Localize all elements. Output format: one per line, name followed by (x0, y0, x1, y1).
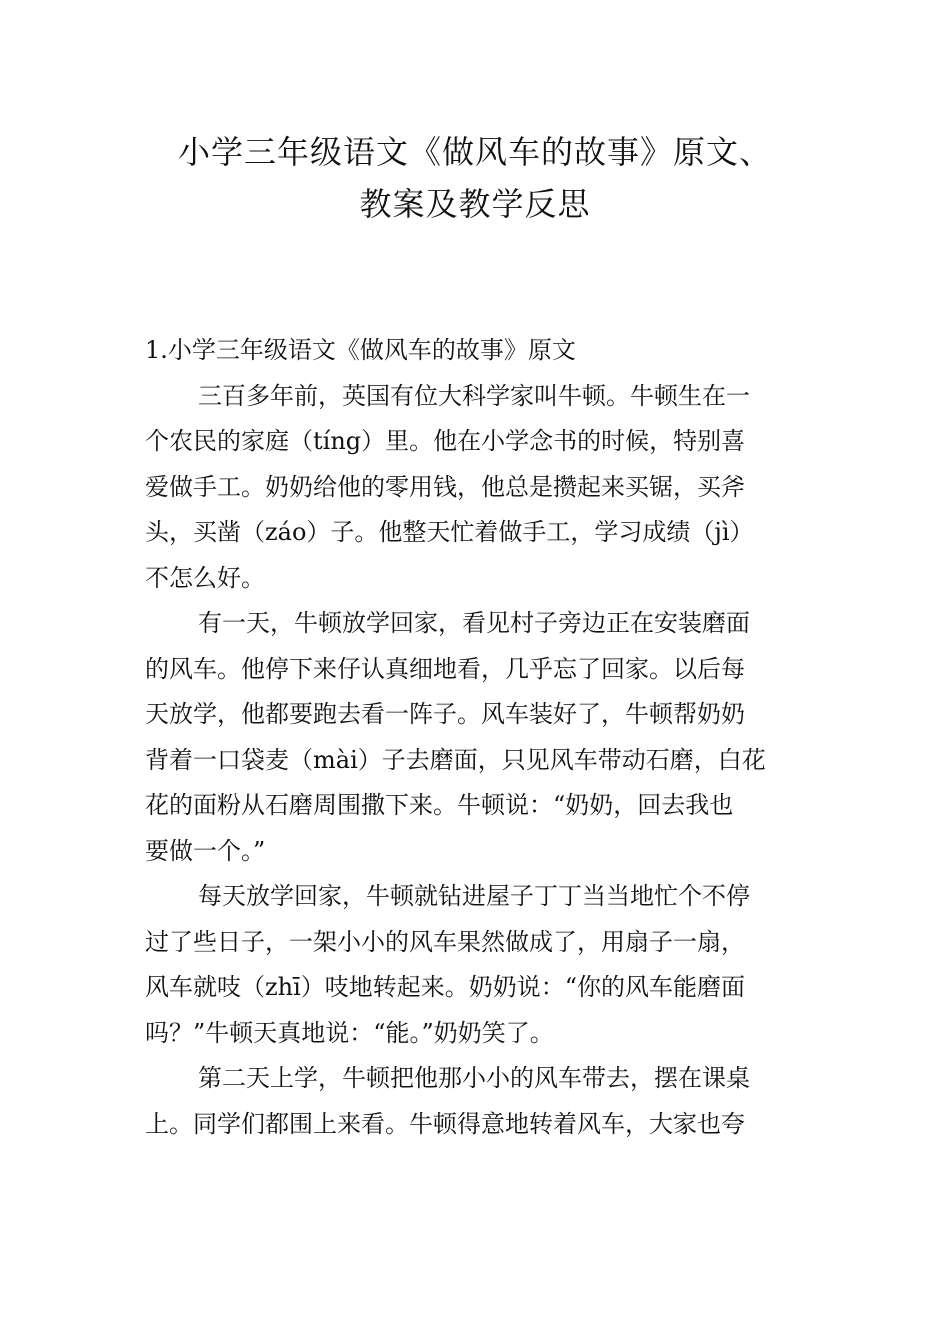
text-line: 风车就吱（zhī）吱地转起来。奶奶说：“你的风车能磨面 (145, 973, 746, 1001)
document-title (100, 126, 850, 230)
paragraph-4 (145, 1056, 810, 1147)
text-line: 背着一口袋麦（mài）子去磨面，只见风车带动石磨，白花 (145, 745, 766, 774)
document-body (145, 328, 810, 1147)
text-line: 过了些日子，一架小小的风车果然做成了，用扇子一扇， (145, 927, 745, 956)
text-line: 吗？”牛顿天真地说：“能。”奶奶笑了。 (145, 1018, 554, 1047)
paragraph-2 (145, 601, 810, 874)
text-line: 有一天，牛顿放学回家，看见村子旁边正在安装磨面 (198, 609, 750, 637)
text-line: 每天放学回家，牛顿就钻进屋子丁丁当当地忙个不停 (198, 882, 750, 910)
text-line: 天放学，他都要跑去看一阵子。风车装好了，牛顿帮奶奶 (145, 700, 745, 728)
text-line: 头，买凿（záo）子。他整天忙着做手工，学习成绩（jì） (145, 518, 754, 546)
text-line: 个农民的家庭（tíng）里。他在小学念书的时候，特别喜 (145, 427, 746, 455)
text-line: 爱做手工。奶奶给他的零用钱，他总是攒起来买锯，买斧 (145, 472, 745, 501)
paragraph-1 (145, 374, 810, 602)
text-line: 上。同学们都围上来看。牛顿得意地转着风车，大家也夸 (145, 1109, 745, 1138)
text-line: 的风车。他停下来仔认真细地看，几乎忘了回家。以后每 (145, 654, 745, 683)
paragraph-3 (145, 874, 810, 1056)
text-line: 花的面粉从石磨周围撒下来。牛顿说：“奶奶，回去我也 (145, 791, 734, 819)
text-line: 三百多年前，英国有位大科学家叫牛顿。牛顿生在一 (198, 381, 750, 410)
title-line-1: 小学三年级语文《做风车的故事》原文、 (177, 133, 772, 171)
text-line: 要做一个。” (145, 836, 266, 865)
title-line-2: 教案及教学反思 (359, 185, 591, 223)
text-line: 不怎么好。 (145, 563, 265, 592)
section-heading: 1.小学三年级语文《做风车的故事》原文 (145, 336, 576, 364)
text-line: 第二天上学，牛顿把他那小小的风车带去，摆在课桌 (198, 1064, 750, 1092)
